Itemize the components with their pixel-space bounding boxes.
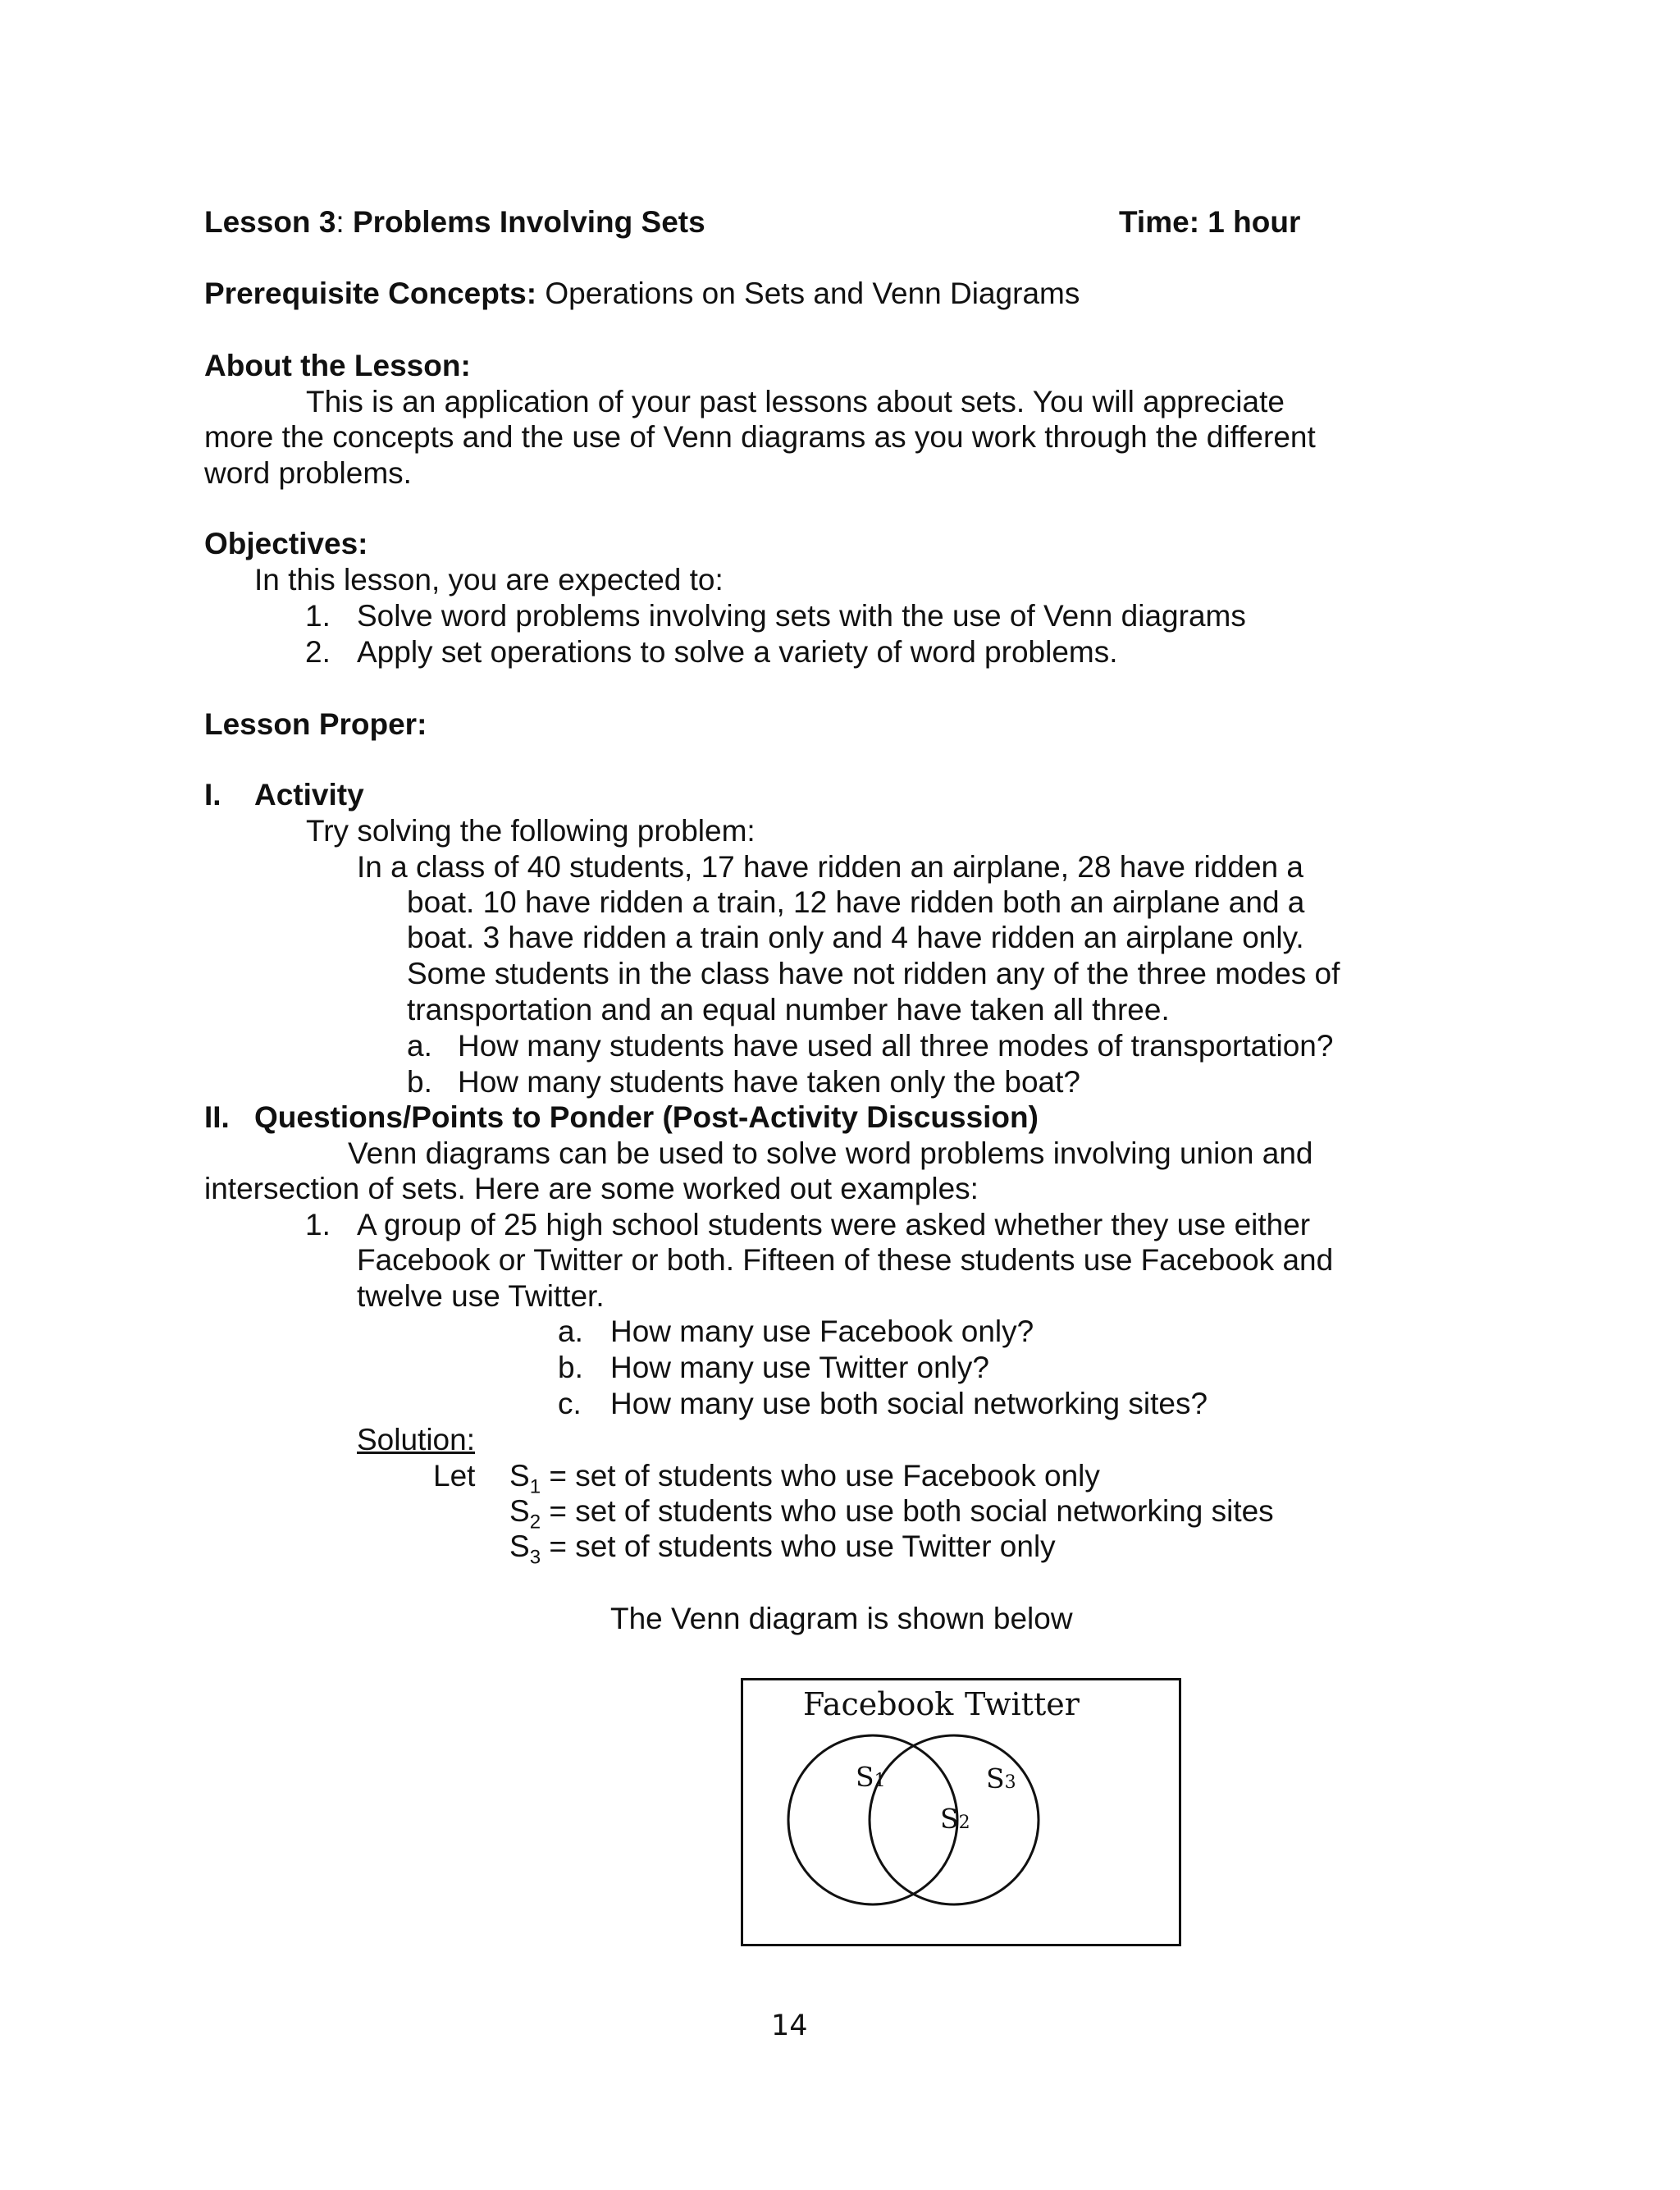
set-symbol: S: [509, 1459, 530, 1493]
region-symbol: S: [856, 1761, 874, 1793]
about-heading: About the Lesson:: [204, 349, 471, 382]
example-question-letter: c.: [558, 1387, 582, 1420]
lesson-proper-heading: Lesson Proper:: [204, 707, 427, 741]
about-line: This is an application of your past lessons about sets. You will appreciate: [306, 385, 1285, 418]
activity-heading: Activity: [254, 778, 364, 812]
solution-definition: [509, 1531, 1056, 1567]
lesson-time: Time: 1 hour: [1119, 205, 1301, 239]
venn-caption: The Venn diagram is shown below: [610, 1602, 1073, 1635]
example-line: Facebook or Twitter or both. Fifteen of these students use Facebook and: [357, 1243, 1334, 1277]
example-question-text: How many use Twitter only?: [610, 1351, 990, 1384]
activity-intro: Try solving the following problem:: [306, 814, 756, 848]
region-subscript: 2: [958, 1813, 970, 1833]
prerequisite-text: Operations on Sets and Venn Diagrams: [536, 277, 1080, 310]
venn-left-label: Facebook: [803, 1686, 954, 1722]
definition-text: = set of students who use Twitter only: [541, 1529, 1056, 1563]
region-symbol: S: [986, 1763, 1005, 1795]
page-number: 14: [771, 2009, 808, 2042]
set-subscript: 2: [529, 1511, 541, 1534]
region-symbol: S: [940, 1803, 959, 1835]
question-letter: a.: [407, 1029, 432, 1063]
venn-region-s1: [856, 1761, 886, 1793]
region-subscript: 3: [1004, 1772, 1016, 1793]
example-question-letter: b.: [558, 1351, 583, 1384]
objective-text: Solve word problems involving sets with the use of Venn diagrams: [357, 599, 1246, 633]
problem-line: boat. 10 have ridden a train, 12 have ridden both an airplane and a: [407, 885, 1305, 919]
prerequisite-line: [204, 278, 1080, 309]
question-letter: b.: [407, 1065, 432, 1099]
problem-line: transportation and an equal number have taken all three.: [407, 993, 1170, 1026]
venn-diagram: [741, 1678, 1181, 1946]
example-question-text: How many use both social networking sites?: [610, 1387, 1208, 1420]
problem-line: In a class of 40 students, 17 have ridden an airplane, 28 have ridden a: [357, 850, 1303, 884]
solution-definition: [509, 1461, 1100, 1497]
example-line: twelve use Twitter.: [357, 1279, 605, 1313]
objectives-intro: In this lesson, you are expected to:: [254, 563, 724, 597]
problem-line: boat. 3 have ridden a train only and 4 have ridden an airplane only.: [407, 921, 1304, 954]
region-subscript: 1: [874, 1771, 886, 1791]
objective-number: 2.: [305, 635, 331, 669]
lesson-colon: :: [336, 205, 345, 239]
definition-text: = set of students who use Facebook only: [541, 1459, 1100, 1493]
section-number: II.: [204, 1100, 230, 1134]
section-intro-line: intersection of sets. Here are some worked out examples:: [204, 1172, 979, 1205]
venn-right-label: Twitter: [965, 1686, 1080, 1722]
example-number: 1.: [305, 1208, 331, 1241]
venn-region-s3: [986, 1763, 1016, 1795]
definition-text: = set of students who use both social networking sites: [541, 1494, 1274, 1528]
lesson-header: [204, 207, 705, 237]
objective-number: 1.: [305, 599, 331, 633]
set-symbol: S: [509, 1494, 530, 1528]
set-subscript: 3: [529, 1546, 541, 1569]
problem-line: Some students in the class have not ridden any of the three modes of: [407, 957, 1340, 990]
activity-number: I.: [204, 778, 221, 812]
about-line: more the concepts and the use of Venn diagrams as you work through the different: [204, 420, 1316, 454]
section-heading: Questions/Points to Ponder (Post-Activity Discussion): [254, 1100, 1039, 1134]
solution-label: Solution:: [357, 1423, 475, 1456]
set-subscript: 1: [529, 1475, 541, 1498]
example-line: A group of 25 high school students were asked whether they use either: [357, 1208, 1311, 1241]
example-question-letter: a.: [558, 1314, 583, 1348]
objectives-heading: Objectives:: [204, 527, 368, 560]
venn-region-s2: [940, 1803, 970, 1835]
question-text: How many students have used all three modes of transportation?: [458, 1029, 1334, 1063]
solution-definition: [509, 1496, 1274, 1532]
objective-text: Apply set operations to solve a variety of word problems.: [357, 635, 1118, 669]
solution-let: Let: [433, 1459, 476, 1493]
set-symbol: S: [509, 1529, 530, 1563]
example-question-text: How many use Facebook only?: [610, 1314, 1034, 1348]
lesson-label: Lesson 3: [204, 205, 336, 239]
about-line: word problems.: [204, 456, 412, 490]
question-text: How many students have taken only the boat?: [458, 1065, 1080, 1099]
prerequisite-label: Prerequisite Concepts:: [204, 277, 537, 310]
lesson-title: Problems Involving Sets: [344, 205, 705, 239]
section-intro-line: Venn diagrams can be used to solve word problems involving union and: [348, 1136, 1313, 1170]
